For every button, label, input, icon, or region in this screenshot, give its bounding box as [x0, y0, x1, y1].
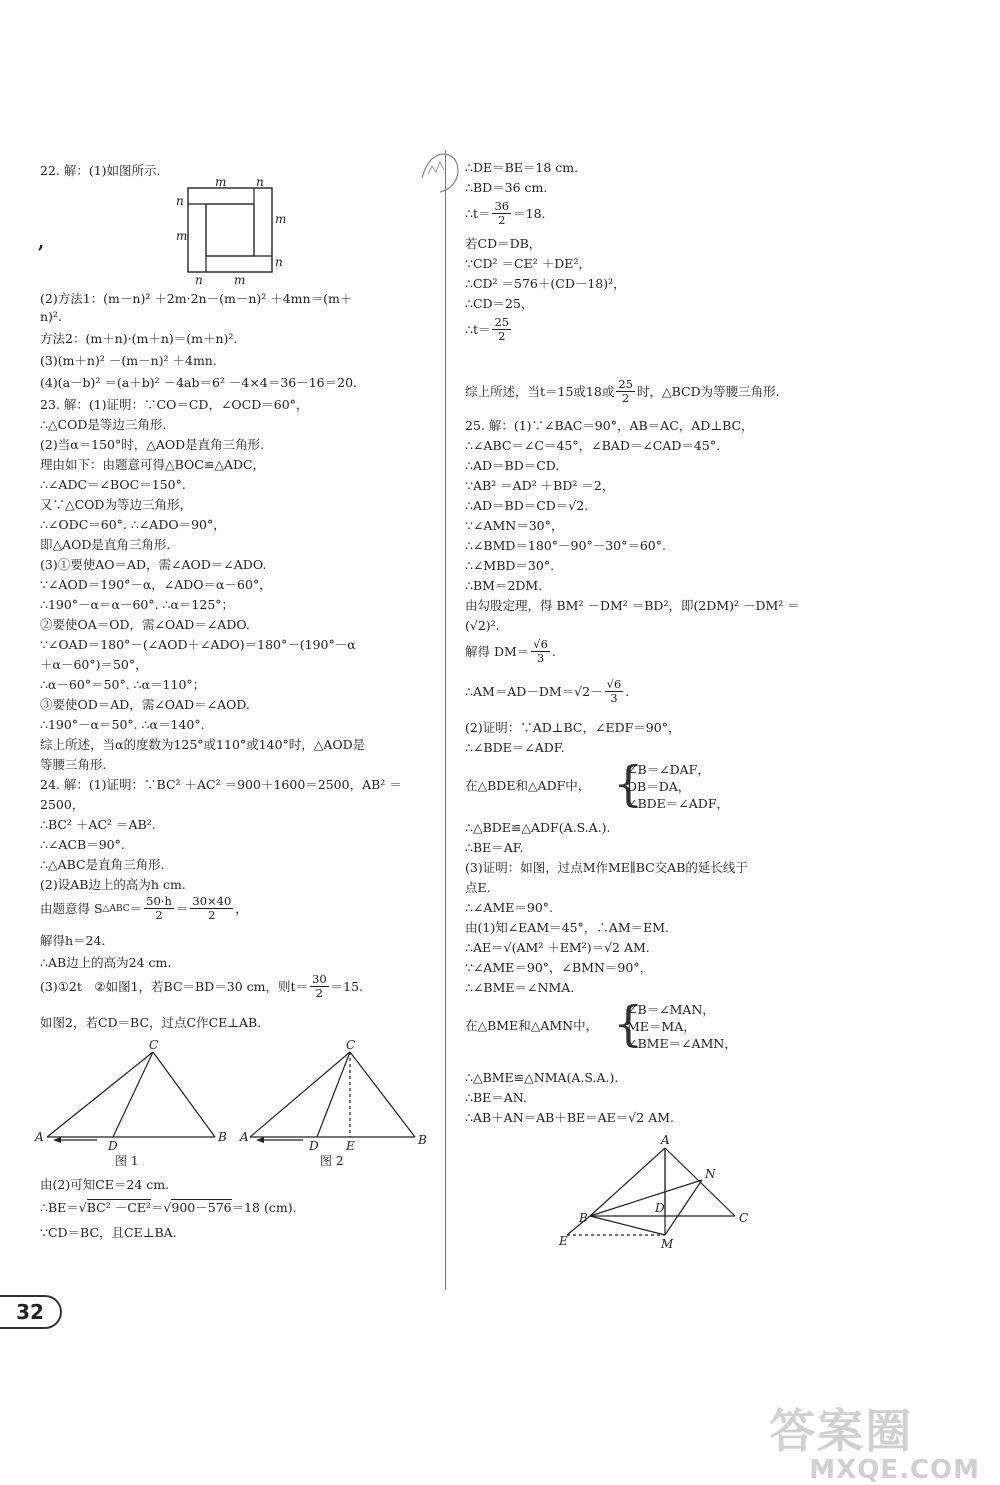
text-line: 方法2：(m＋n)·(m＋n)＝(m＋n)².	[40, 331, 238, 346]
text-line: ∴∠BMD＝180°－90°－30°＝60°.	[465, 538, 666, 553]
text-span: 时，△BCD为等腰三角形.	[636, 383, 780, 399]
text-line: ∵∠OAD＝180°－(∠AOD＋∠ADO)＝180°－(190°－α	[40, 637, 356, 652]
system-row: ∠BME＝∠AMN，	[627, 1036, 737, 1051]
text-line: ∴α－60°＝50°. ∴α＝110°；	[40, 677, 206, 692]
label-m: m	[215, 175, 227, 189]
fraction	[310, 973, 329, 1000]
watermark	[769, 1395, 980, 1485]
text-line: ∴DE＝BE＝18 cm.	[465, 160, 579, 175]
text-span: ＝18 (cm).	[231, 1199, 297, 1215]
fraction	[144, 895, 174, 922]
denominator: 2	[155, 908, 163, 922]
numerator: 25	[618, 377, 633, 391]
text-line: ∵CD＝BC，且CE⊥BA.	[40, 1225, 177, 1240]
numerator: √6	[606, 677, 622, 691]
figure-24	[35, 1038, 445, 1168]
figure-line	[590, 1180, 702, 1216]
text-line: ∴∠ODC＝60°. ∴∠ADO＝90°，	[40, 517, 226, 532]
label-B: B	[418, 1133, 427, 1147]
label-C: C	[739, 1211, 749, 1225]
label-M: M	[661, 1237, 674, 1251]
text-span: ∴t＝	[465, 205, 491, 221]
fraction-line	[465, 638, 556, 665]
text-line: 理由如下：由题意可得△BOC≌△ADC，	[40, 457, 266, 472]
text-line: ∴CD² ＝576＋(CD－18)²，	[465, 276, 626, 291]
figure-line	[153, 1052, 215, 1137]
text-line: ∴∠AME＝90°.	[465, 900, 554, 915]
label-n: n	[195, 273, 203, 287]
stamp-mark	[418, 148, 462, 196]
numerator: 50·h	[146, 894, 172, 908]
label-m: m	[234, 273, 246, 287]
figure-22	[170, 175, 287, 287]
denominator: 2	[622, 391, 630, 405]
numerator: 36	[494, 199, 510, 213]
text-line: ∴∠ACB＝90°.	[40, 837, 125, 852]
text-line: ∴AB＋AN＝AB＋BE＝AE＝√2 AM.	[465, 1110, 674, 1125]
denominator: 3	[536, 651, 545, 665]
label-A: A	[661, 1133, 670, 1147]
watermark-url: MXQE.COM	[809, 1455, 980, 1485]
fraction	[605, 678, 624, 705]
text-line: ∵CD² ＝CE² ＋DE²，	[465, 256, 591, 271]
text-line: ∴AB边上的高为24 cm.	[40, 955, 172, 970]
figure-line	[113, 1052, 153, 1137]
figure-line	[47, 1052, 153, 1137]
text-span: .	[625, 683, 630, 699]
figure-caption: 图 1	[115, 1154, 139, 1168]
fraction-line	[465, 200, 546, 227]
text-span: 综上所述，当t＝15或18或	[465, 383, 615, 399]
text-span: ∴BE＝	[40, 1199, 79, 1215]
system-intro: 在△BME和△AMN中，	[465, 1018, 599, 1033]
text-line: ∴∠ADC＝∠BOC＝150°.	[40, 477, 186, 492]
text-line: (2)当α＝150°时，△AOD是直角三角形.	[40, 437, 265, 452]
figure-line	[250, 1052, 350, 1137]
label-B: B	[579, 1211, 588, 1225]
denominator: 2	[498, 213, 506, 227]
figure-line	[590, 1148, 665, 1216]
label-N: N	[705, 1167, 716, 1181]
arrow-head	[53, 1137, 61, 1143]
text-line: ∴BM＝2DM.	[465, 578, 543, 593]
text-line: 如图2，若CD＝BC，过点C作CE⊥AB.	[40, 1015, 262, 1030]
system-row: ∠BDE＝∠ADF，	[627, 796, 730, 811]
text-line: (4)(a－b)² ＝(a＋b)² －4ab＝6² －4×4＝36－16＝20.	[40, 375, 358, 390]
fraction-line	[465, 378, 780, 405]
label-n: n	[275, 255, 283, 269]
figure-25	[555, 1130, 765, 1250]
text-line: 2500，	[40, 797, 85, 812]
fraction-line: ∴BE＝ √ BC² －CE² ＝ √ 900－576 ＝18 (cm).	[40, 1199, 297, 1215]
brace: {	[613, 996, 644, 1052]
fraction	[531, 638, 550, 665]
system-row: ME＝MA，	[627, 1019, 696, 1034]
numerator: 25	[494, 315, 510, 329]
denominator: 2	[208, 908, 216, 922]
figure-caption: 图 2	[320, 1154, 344, 1168]
label-E: E	[559, 1234, 568, 1248]
label-C: C	[346, 1038, 356, 1052]
text-line: (2)证明：∵AD⊥BC，∠EDF＝90°，	[465, 720, 681, 735]
label-m: m	[176, 229, 188, 243]
page-number: 32	[0, 1295, 62, 1329]
text-line: ∴AD＝BD＝CD＝√2.	[465, 498, 589, 513]
text-line: ∵∠AOD＝190°－α，∠ADO＝α－60°，	[40, 577, 272, 592]
text-line: ∴∠BME＝∠NMA.	[465, 980, 575, 995]
denominator: 3	[610, 691, 618, 705]
text-line: ∴CD＝25，	[465, 296, 534, 311]
text-line: ∴190°－α＝50°. ∴α＝140°.	[40, 717, 205, 732]
text-line: ∴△BME≌△NMA(A.S.A.).	[465, 1070, 619, 1085]
radicand: BC² －CE²	[86, 1200, 151, 1215]
text-line: ∵∠AMN＝30°，	[465, 518, 564, 533]
label-C: C	[149, 1038, 159, 1052]
figure-line	[665, 1180, 702, 1235]
text-span: 由题意得 S	[40, 900, 103, 916]
text-line: (2)设AB边上的高为h cm.	[40, 877, 186, 892]
text-line: (2)方法1：(m－n)² ＋2m·2n－(m－n)² ＋4mn＝(m＋	[40, 291, 353, 306]
label-n: n	[176, 194, 184, 208]
text-span: (3)①2t ②如图1，若BC＝BD＝30 cm，则t＝	[40, 978, 308, 994]
text-span: ∴t＝	[465, 321, 491, 337]
label-D: D	[655, 1201, 665, 1215]
text-line: ∴BD＝36 cm.	[465, 180, 548, 195]
figure-line	[317, 1052, 350, 1137]
text-span: ＝	[175, 900, 189, 916]
text-line: 等腰三角形.	[40, 757, 107, 772]
text-line: ∴△BDE≌△ADF(A.S.A.).	[465, 820, 611, 835]
column-divider	[445, 150, 446, 1290]
text-line: 23. 解：(1)证明：∵CO＝CD，∠OCD＝60°，	[40, 397, 309, 412]
text-line: ∴BC² ＋AC² ＝AB².	[40, 817, 156, 832]
arrow-head	[256, 1137, 264, 1143]
text-line: (√2)².	[465, 618, 500, 633]
figure-line	[590, 1216, 665, 1235]
numerator: 30	[312, 972, 327, 986]
text-line: 即△AOD是直角三角形.	[40, 537, 171, 552]
text-line: ∴AD＝BD＝CD.	[465, 458, 560, 473]
system-intro: 在△BDE和△ADF中，	[465, 778, 591, 793]
text-line: n)².	[40, 309, 62, 324]
text-line: ∴BE＝AF.	[465, 840, 524, 855]
text-span: .	[551, 643, 556, 659]
text-line: ∴△COD是等边三角形.	[40, 417, 167, 432]
text-line: 25. 解：(1)∵∠BAC＝90°，AB＝AC，AD⊥BC，	[465, 418, 754, 433]
denominator: 2	[498, 329, 506, 343]
brace: {	[613, 756, 644, 812]
text-line: (3)(m＋n)² －(m－n)² ＋4mn.	[40, 353, 217, 368]
text-span: ，	[235, 900, 248, 916]
text-line: 由(2)可知CE＝24 cm.	[40, 1177, 170, 1192]
system-row: DB＝DA，	[627, 779, 691, 794]
text-line: 若CD＝DB，	[465, 236, 542, 251]
subscript: △ABC	[102, 903, 130, 914]
text-line: (3)①要使AO＝AD，需∠AOD＝∠ADO.	[40, 557, 267, 572]
text-span: ＝15.	[330, 978, 364, 994]
outer-square	[188, 188, 272, 272]
fraction	[492, 316, 511, 343]
text-span: ∴AM＝AD－DM＝√2－	[465, 683, 603, 699]
label-n: n	[256, 175, 264, 189]
text-line: ∴∠BDE＝∠ADF.	[465, 740, 565, 755]
text-line: 24. 解：(1)证明：∵BC² ＋AC² ＝900＋1600＝2500，AB² ＝	[40, 777, 402, 792]
text-line: ＋α－60°)＝50°，	[40, 657, 148, 672]
text-line: 又∵△COD为等边三角形，	[40, 497, 192, 512]
text-line: 由(1)知∠EAM＝45°，∴AM＝EM.	[465, 920, 670, 935]
text-line: (3)证明：如图，过点M作ME∥BC交AB的延长线于	[465, 860, 748, 875]
stray-mark: ,	[38, 232, 45, 253]
text-span: ＝18.	[513, 205, 546, 221]
text-line: 22. 解：(1)如图所示.	[40, 163, 161, 178]
fraction-line	[465, 316, 513, 343]
label-D: D	[108, 1139, 118, 1153]
label-A: A	[240, 1130, 249, 1144]
figure-line	[350, 1052, 415, 1137]
system-row: ∠B＝∠DAF，	[627, 762, 710, 777]
text-line: ∴BE＝AN.	[465, 1090, 527, 1105]
text-line: ∵∠AME＝90°，∠BMN＝90°，	[465, 960, 653, 975]
label-m: m	[275, 212, 287, 226]
fraction-line	[40, 973, 363, 1000]
inner-square	[206, 204, 254, 256]
numerator: √6	[533, 637, 548, 651]
text-span: ＝	[150, 1199, 164, 1215]
text-line: ∵AB² ＝AD² ＋BD² ＝2，	[465, 478, 615, 493]
watermark-title: 答案圈	[769, 1404, 914, 1458]
label-D: D	[309, 1139, 319, 1153]
fraction-line	[465, 678, 629, 705]
text-span: 解得 DM＝	[465, 643, 530, 659]
denominator: 2	[315, 986, 323, 1000]
label-B: B	[218, 1130, 227, 1144]
numerator: 30×40	[192, 894, 232, 908]
text-line: 由勾股定理，得 BM² －DM² ＝BD²，即(2DM)² －DM² ＝	[465, 598, 800, 613]
text-line: ③要使OD＝AD，需∠OAD＝∠AOD.	[40, 697, 250, 712]
text-line: ∴190°－α＝α－60°. ∴α＝125°；	[40, 597, 235, 612]
label-E: E	[346, 1139, 355, 1153]
fraction-line	[40, 895, 248, 922]
text-span: ＝	[129, 900, 143, 916]
fraction	[616, 378, 635, 405]
label-A: A	[35, 1130, 44, 1144]
fraction	[492, 200, 511, 227]
system-row: ∠B＝∠MAN，	[627, 1002, 715, 1017]
text-line: ∴∠ABC＝∠C＝45°，∠BAD＝∠CAD＝45°.	[465, 438, 721, 453]
text-line: ②要使OA＝OD，需∠OAD＝∠ADO.	[40, 617, 250, 632]
fraction	[190, 895, 233, 922]
text-line: 解得h＝24.	[40, 933, 106, 948]
text-line: ∴∠MBD＝30°.	[465, 558, 555, 573]
radicand: 900－576	[171, 1200, 232, 1215]
text-line: ∴△ABC是直角三角形.	[40, 857, 165, 872]
text-line: ∴AE＝√(AM² ＋EM²)＝√2 AM.	[465, 940, 650, 955]
text-line: 点E.	[465, 880, 491, 895]
text-line: 综上所述，当α的度数为125°或110°或140°时，△AOD是	[40, 737, 366, 752]
